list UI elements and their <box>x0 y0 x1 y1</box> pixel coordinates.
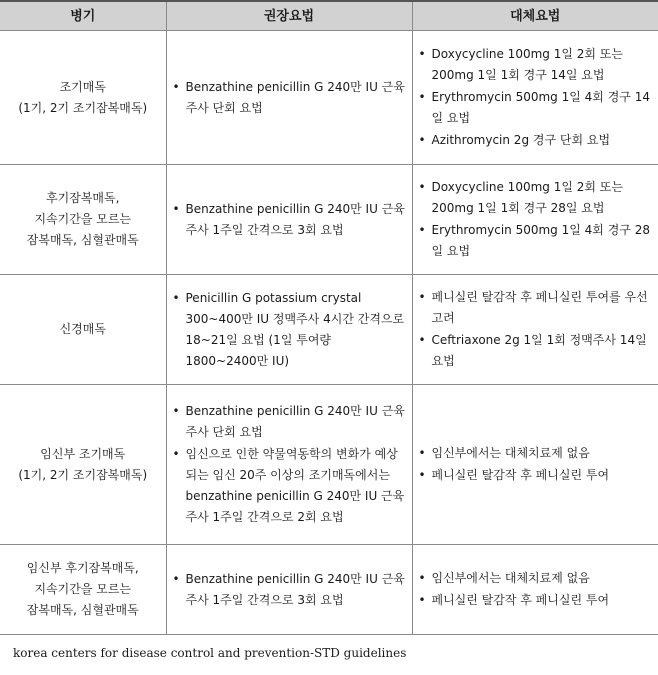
recommended-cell <box>166 165 412 275</box>
recommended-item: • Benzathine penicillin G 240만 IU 근육주사 단회 요법 <box>173 77 406 119</box>
stage-line: 신경매독 <box>59 322 106 336</box>
recommended-item: • Benzathine penicillin G 240만 IU 근육주사 단회 요법 <box>173 401 406 443</box>
stage-line: 후기잠복매독, <box>46 191 120 205</box>
stage-cell <box>0 385 166 545</box>
table-row <box>0 165 658 275</box>
recommended-item: • Benzathine penicillin G 240만 IU 근육주사 1주일 간격으로 3회 요법 <box>173 569 406 611</box>
table-row <box>0 275 658 385</box>
recommended-item: • Penicillin G potassium crystal 300~400만 IU 정맥주사 4시간 간격으로 18~21일 요법 (1일 투여량 1800~2400만 IU) <box>173 288 406 372</box>
table-row <box>0 545 658 635</box>
stage-line: (1기, 2기 조기잠복매독) <box>18 100 148 115</box>
header-stage: 병기 <box>0 1 166 31</box>
table-row <box>0 385 658 545</box>
alternative-cell <box>412 31 658 165</box>
alternative-cell <box>412 545 658 635</box>
stage-line: (1기, 2기 조기잠복매독) <box>18 467 148 482</box>
alternative-item: • 임신부에서는 대체치료제 없음 <box>419 443 653 464</box>
alternative-item: • Doxycycline 100mg 1일 2회 또는 200mg 1일 1회 경구 28일 요법 <box>419 177 653 219</box>
stage-line: 임신부 조기매독 <box>40 446 126 461</box>
alternative-item: • 페니실린 탈감작 후 페니실린 투여 <box>419 590 653 611</box>
recommended-item: • Benzathine penicillin G 240만 IU 근육주사 1주일 간격으로 3회 요법 <box>173 199 406 241</box>
stage-cell <box>0 275 166 385</box>
stage-line: 조기매독 <box>59 79 106 94</box>
alternative-cell <box>412 165 658 275</box>
alternative-item: • Erythromycin 500mg 1일 4회 경구 14일 요법 <box>419 87 653 129</box>
stage-cell <box>0 31 166 165</box>
recommended-cell <box>166 545 412 635</box>
stage-cell <box>0 545 166 635</box>
alternative-item: • Doxycycline 100mg 1일 2회 또는 200mg 1일 1회 경구 14일 요법 <box>419 44 653 86</box>
recommended-cell <box>166 275 412 385</box>
header-recommended: 권장요법 <box>166 1 412 31</box>
stage-line: 잠복매독, 심혈관매독 <box>26 603 139 617</box>
stage-line: 지속기간을 모르는 <box>34 212 132 226</box>
stage-line: 임신부 후기잠복매독, <box>26 561 139 575</box>
header-alternative: 대체요법 <box>412 1 658 31</box>
table-row <box>0 31 658 165</box>
alternative-cell <box>412 385 658 545</box>
recommended-cell <box>166 385 412 545</box>
alternative-item: • 페니실린 탈감작 후 페니실린 투여를 우선 고려 <box>419 287 653 329</box>
stage-line: 잠복매독, 심혈관매독 <box>26 233 139 247</box>
alternative-cell <box>412 275 658 385</box>
alternative-item: • Ceftriaxone 2g 1일 1회 정맥주사 14일 요법 <box>419 330 653 372</box>
alternative-item: • 페니실린 탈감작 후 페니실린 투여 <box>419 465 653 486</box>
recommended-cell <box>166 31 412 165</box>
recommended-item: • 임신으로 인한 약물역동학의 변화가 예상되는 임신 20주 이상의 조기매독에서는 benzathine penicillin G 240만 IU 근육주사 1주일 간격으로 2회 요법 <box>173 444 406 528</box>
alternative-item: • 임신부에서는 대체치료제 없음 <box>419 568 653 589</box>
stage-cell <box>0 165 166 275</box>
alternative-item: • Azithromycin 2g 경구 단회 요법 <box>419 130 653 151</box>
source-caption: korea centers for disease control and prevention-STD guidelines <box>13 646 407 660</box>
alternative-item: • Erythromycin 500mg 1일 4회 경구 28일 요법 <box>419 220 653 262</box>
stage-line: 지속기간을 모르는 <box>34 582 132 596</box>
table-header-row <box>0 1 658 31</box>
